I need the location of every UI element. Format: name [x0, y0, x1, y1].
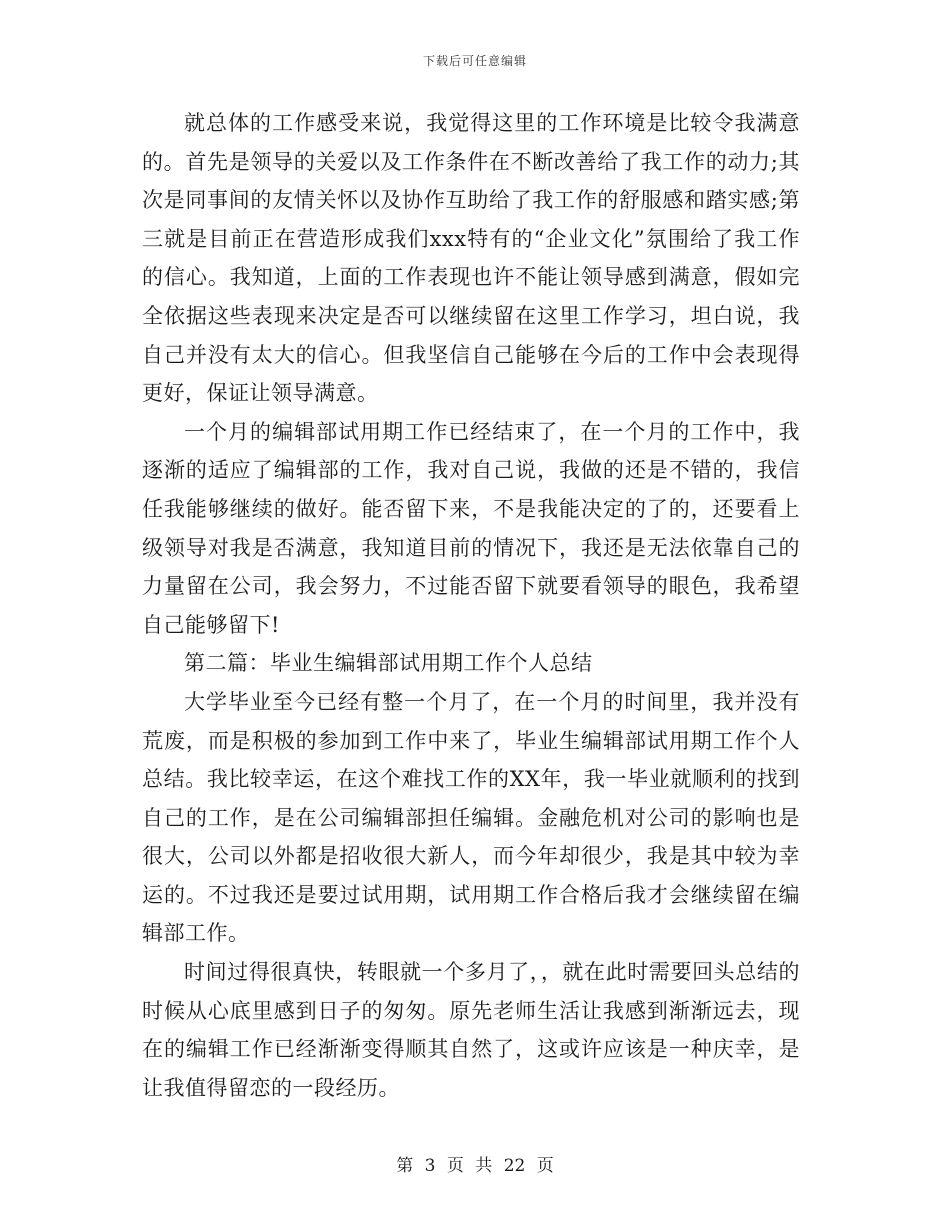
page-footer: 第 3 页 共 22 页: [396, 1156, 554, 1176]
body-paragraph: 时间过得很真快，转眼就一个多月了，，就在此时需要回头总结的时候从心底里感到日子的匆匆。原先老师生活让我感到渐渐远去，现在的编辑工作已经渐渐变得顺其自然了，这或许应该是一种庆幸，是让我值得留恋的一段经历。: [142, 960, 800, 1100]
section-heading: 第二篇：毕业生编辑部试用期工作个人总结: [184, 651, 593, 676]
body-paragraph: 大学毕业至今已经有整一个月了，在一个月的时间里，我并没有荒废，而是积极的参加到工作中来了，毕业生编辑部试用期工作个人总结。我比较幸运，在这个难找工作的XX年，我一毕业就顺利的找到自己的工作，是在公司编辑部担任编辑。金融危机对公司的影响也是很大，公司以外都是招收很大新人，而今年却很少，我是其中较为幸运的。不过我还是要过试用期，试用期工作合格后我才会继续留在编辑部工作。: [142, 689, 800, 946]
page-header: 下载后可任意编辑: [422, 54, 527, 68]
document-body: [142, 104, 800, 1107]
body-paragraph: 一个月的编辑部试用期工作已经结束了，在一个月的工作中，我逐渐的适应了编辑部的工作，我对自己说，我做的还是不错的，我信任我能够继续的做好。能否留下来，不是我能决定的了的，还要看上级领导对我是否满意，我知道目前的情况下，我还是无法依靠自己的力量留在公司，我会努力，不过能否留下就要看领导的眼色，我希望自己能够留下!: [142, 419, 800, 637]
body-paragraph: 就总体的工作感受来说，我觉得这里的工作环境是比较令我满意的。首先是领导的关爱以及工作条件在不断改善给了我工作的动力;其次是同事间的友情关怀以及协作互助给了我工作的舒服感和踏实感;第三就是目前正在营造形成我们xxx特有的“企业文化”氛围给了我工作的信心。我知道，上面的工作表现也许不能让领导感到满意，假如完全依据这些表现来决定是否可以继续留在这里工作学习，坦白说，我自己并没有太大的信心。但我坚信自己能够在今后的工作中会表现得更好，保证让领导满意。: [142, 111, 800, 406]
